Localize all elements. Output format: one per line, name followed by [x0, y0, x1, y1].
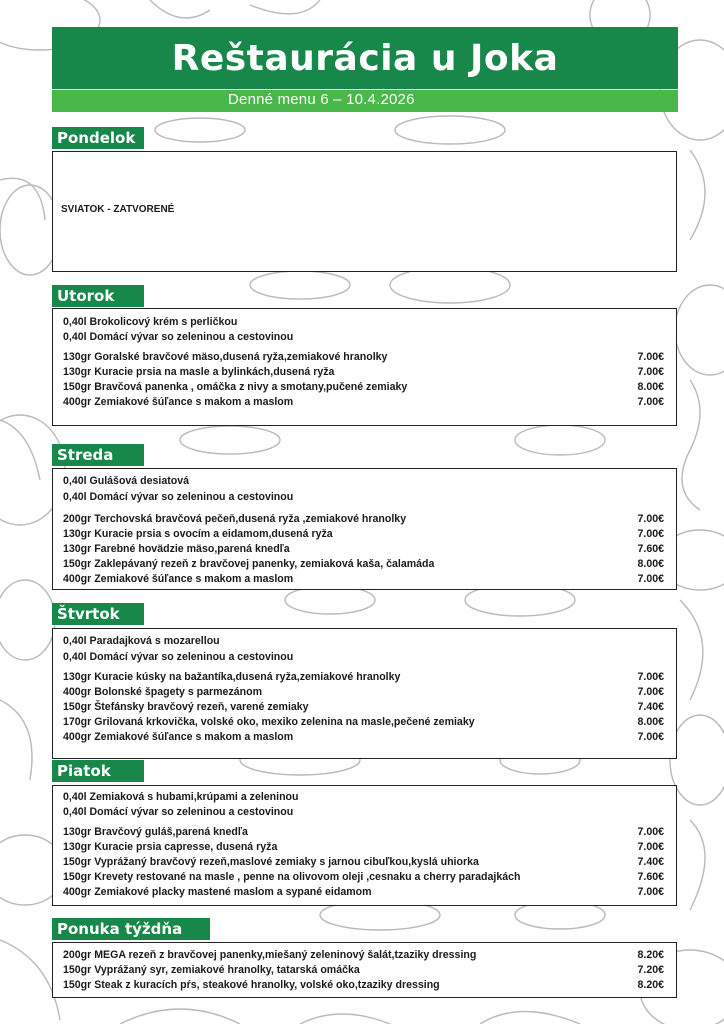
price: 7.00€ [637, 351, 664, 363]
day-box-stvrtok [52, 628, 677, 759]
soup-item: 0,40l Domácí vývar so zeleninou a cestovinou [63, 806, 294, 818]
menu-item: 130gr Goralské bravčové mäso,dusená ryža,zemiakové hranolky 7.00€ [63, 351, 664, 363]
price: 7.00€ [637, 573, 664, 585]
menu-item: 130gr Bravčový guláš,parená knedľa 7.00€ [63, 826, 664, 838]
menu-item: 400gr Zemiakové šúľance s makom a maslom 7.00€ [63, 573, 664, 585]
menu-item: 400gr Zemiakové placky mastené maslom a sypané eidamom 7.00€ [63, 886, 664, 898]
day-box-utorok [52, 308, 677, 426]
soup-item: 0,40l Domácí vývar so zeleninou a cestovinou [63, 491, 294, 503]
menu-item: 130gr Kuracie prsia capresse, dusená ryža 7.00€ [63, 841, 664, 853]
menu-date-range: Denné menu 6 – 10.4.2026 [228, 91, 415, 108]
soup-item: 0,40l Zemiaková s hubami,krúpami a zeleninou [63, 791, 299, 803]
day-box-pondelok [52, 151, 677, 272]
menu-item: 150gr Zaklepávaný rezeň z bravčovej panenky, zemiaková kaša, čalamáda 8.00€ [63, 558, 664, 570]
menu-item: 170gr Grilovaná krkovička, volské oko, mexiko zelenina na masle,pečené zemiaky 8.00€ [63, 716, 664, 728]
price: 7.00€ [637, 886, 664, 898]
menu-item: 150gr Bravčová panenka , omáčka z nivy a smotany,pučené zemiaky 8.00€ [63, 381, 664, 393]
price: 7.40€ [637, 856, 664, 868]
price: 8.00€ [637, 558, 664, 570]
menu-item: 130gr Kuracie kúsky na bažantíka,dusená ryža,zemiakové hranolky 7.00€ [63, 671, 664, 683]
price: 7.00€ [637, 671, 664, 683]
price: 7.00€ [637, 366, 664, 378]
weekly-offer-label: Ponuka týždňa [52, 918, 210, 940]
price: 8.20€ [637, 949, 664, 961]
price: 7.00€ [637, 396, 664, 408]
menu-item: 150gr Vyprážaný bravčový rezeň,maslové zemiaky s jarnou cibuľkou,kyslá uhiorka 7.40€ [63, 856, 664, 868]
subheader-banner [52, 90, 678, 112]
soup-item: 0,40l Gulášová desiatová [63, 475, 190, 487]
day-box-streda [52, 468, 677, 590]
day-label-pondelok: Pondelok [52, 127, 144, 149]
day-label-streda: Streda [52, 444, 144, 466]
day-label-stvrtok: Štvrtok [52, 603, 144, 625]
soup-item: 0,40l Brokolicový krém s perličkou [63, 316, 238, 328]
soup-item: 0,40l Domácí vývar so zeleninou a cestovinou [63, 331, 294, 343]
day-label-piatok: Piatok [52, 760, 144, 782]
menu-item: 200gr Terchovská bravčová pečeň,dusená ryža ,zemiakové hranolky 7.00€ [63, 513, 664, 525]
price: 7.60€ [637, 871, 664, 883]
price: 7.00€ [637, 513, 664, 525]
header-banner [52, 27, 678, 89]
price: 7.00€ [637, 841, 664, 853]
menu-item: 150gr Vyprážaný syr, zemiakové hranolky, tatarská omáčka 7.20€ [63, 964, 664, 976]
price: 7.00€ [637, 528, 664, 540]
restaurant-title: Reštaurácia u Joka [171, 37, 559, 79]
price: 8.20€ [637, 979, 664, 991]
day-label-utorok: Utorok [52, 285, 144, 307]
menu-item: 130gr Kuracie prsia s ovocím a eidamom,dusená ryža 7.00€ [63, 528, 664, 540]
price: 7.00€ [637, 826, 664, 838]
menu-item: 150gr Štefánsky bravčový rezeň, varené zemiaky 7.40€ [63, 701, 664, 713]
menu-item: 400gr Zemiakové šúľance s makom a maslom 7.00€ [63, 731, 664, 743]
soup-item: 0,40l Domácí vývar so zeleninou a cestovinou [63, 651, 294, 663]
price: 7.60€ [637, 543, 664, 555]
price: 7.40€ [637, 701, 664, 713]
menu-item: 400gr Bolonské špagety s parmezánom 7.00€ [63, 686, 664, 698]
price: 8.00€ [637, 716, 664, 728]
menu-item: 400gr Zemiakové šúľance s makom a maslom 7.00€ [63, 396, 664, 408]
menu-item: 200gr MEGA rezeň z bravčovej panenky,miešaný zeleninový šalát,tzaziky dressing 8.20€ [63, 949, 664, 961]
soup-item: 0,40l Paradajková s mozarellou [63, 635, 220, 647]
price: 8.00€ [637, 381, 664, 393]
price: 7.20€ [637, 964, 664, 976]
day-box-piatok [52, 785, 677, 906]
closed-notice: SVIATOK - ZATVORENÉ [61, 204, 175, 215]
menu-item: 130gr Kuracie prsia na masle a bylinkách,dusená ryža 7.00€ [63, 366, 664, 378]
weekly-offer-box [52, 942, 677, 998]
price: 7.00€ [637, 686, 664, 698]
price: 7.00€ [637, 731, 664, 743]
menu-item: 130gr Farebné hovädzie mäso,parená knedľa 7.60€ [63, 543, 664, 555]
menu-item: 150gr Steak z kuracích pŕs, steakové hranolky, volské oko,tzaziky dressing 8.20€ [63, 979, 664, 991]
menu-item: 150gr Krevety restované na masle , penne na olivovom oleji ,cesnaku a cherry paradajkách 7.60€ [63, 871, 664, 883]
